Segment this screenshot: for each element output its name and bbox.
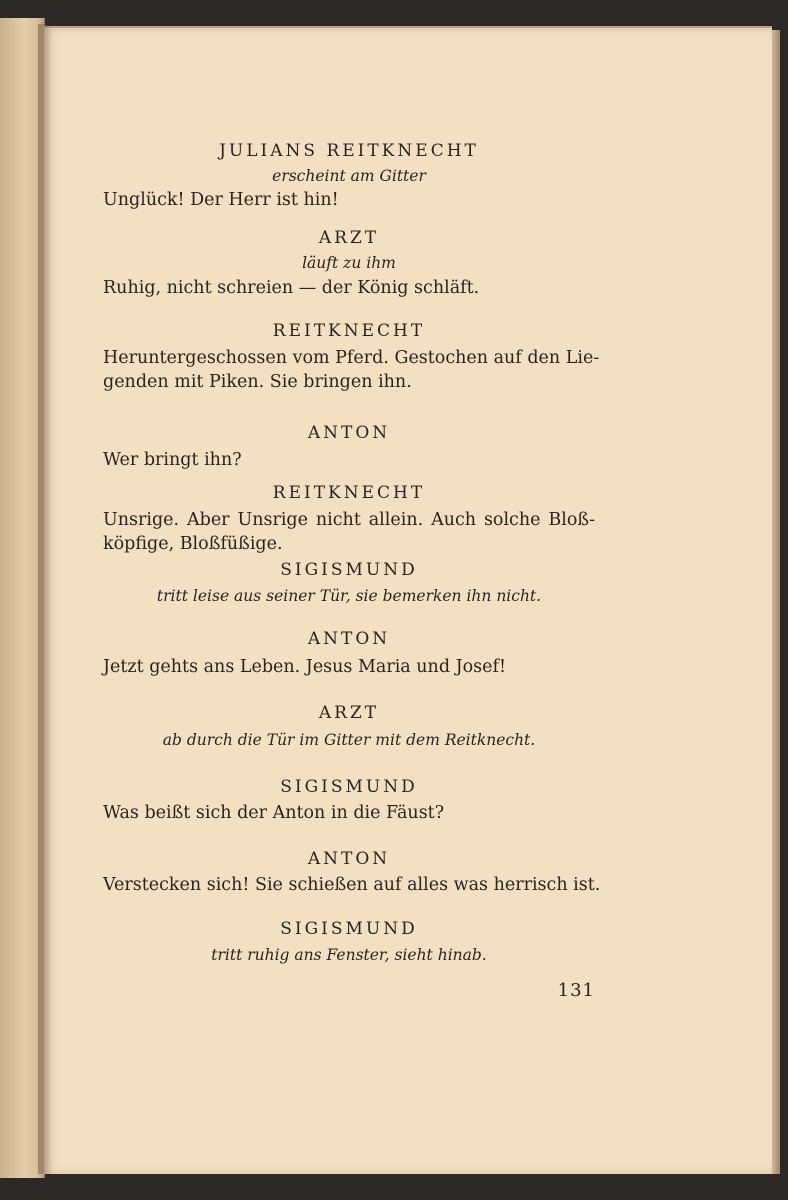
spine-shadow — [38, 24, 52, 1174]
right-page-edge — [772, 30, 780, 1174]
dialogue-line: genden mit Piken. Sie bringen ihn. — [103, 372, 412, 392]
scene-block — [103, 482, 595, 556]
dialogue-line: Jetzt gehts ans Leben. Jesus Maria und Josef! — [103, 657, 506, 677]
scene-block — [103, 702, 595, 751]
speaker-name: SIGISMUND — [280, 919, 418, 939]
speaker-name: ARZT — [318, 228, 380, 248]
speaker-name: SIGISMUND — [280, 560, 418, 580]
stage-direction: läuft zu ihm — [302, 254, 396, 272]
stage-direction: tritt leise aus seiner Tür, sie bemerken ihn nicht. — [156, 587, 542, 605]
scene-block — [103, 140, 595, 212]
speaker-name: JULIANS REITKNECHT — [219, 141, 479, 161]
scene-block — [103, 320, 600, 394]
scene-block — [103, 559, 595, 607]
speaker-name: ANTON — [307, 849, 391, 869]
scene-block — [103, 918, 595, 966]
speaker-name: SIGISMUND — [280, 777, 418, 797]
dialogue-line: Ruhig, nicht schreien — der König schläft. — [103, 278, 480, 298]
scene-block — [103, 848, 601, 897]
dialogue-line: Verstecken sich! Sie schießen auf alles was herrisch ist. — [103, 875, 601, 895]
stage-direction: erscheint am Gitter — [272, 167, 426, 185]
speaker-name: ANTON — [307, 629, 391, 649]
stage-direction: ab durch die Tür im Gitter mit dem Reitknecht. — [162, 731, 536, 749]
speaker-name: ANTON — [307, 423, 391, 443]
dialogue-line: Unglück! Der Herr ist hin! — [103, 190, 339, 210]
speaker-name: REITKNECHT — [272, 321, 426, 341]
dialogue-line: Was beißt sich der Anton in die Fäust? — [103, 803, 445, 823]
dialogue-line: Wer bringt ihn? — [103, 450, 242, 470]
stage-direction: tritt ruhig ans Fenster, sieht hinab. — [211, 946, 487, 964]
scene-block — [103, 422, 595, 472]
scene-block — [103, 227, 595, 300]
scene-block — [103, 628, 595, 679]
page-number: 131 — [557, 980, 595, 1001]
dialogue-line: köpfige, Bloßfüßige. — [103, 534, 283, 554]
dialogue-line: Heruntergeschossen vom Pferd. Gestochen auf den Lie- — [103, 348, 600, 368]
scene-block — [103, 776, 595, 825]
speaker-name: REITKNECHT — [272, 483, 426, 503]
dialogue-line: Unsrige. Aber Unsrige nicht allein. Auch solche Bloß- — [103, 510, 595, 530]
speaker-name: ARZT — [318, 703, 380, 723]
